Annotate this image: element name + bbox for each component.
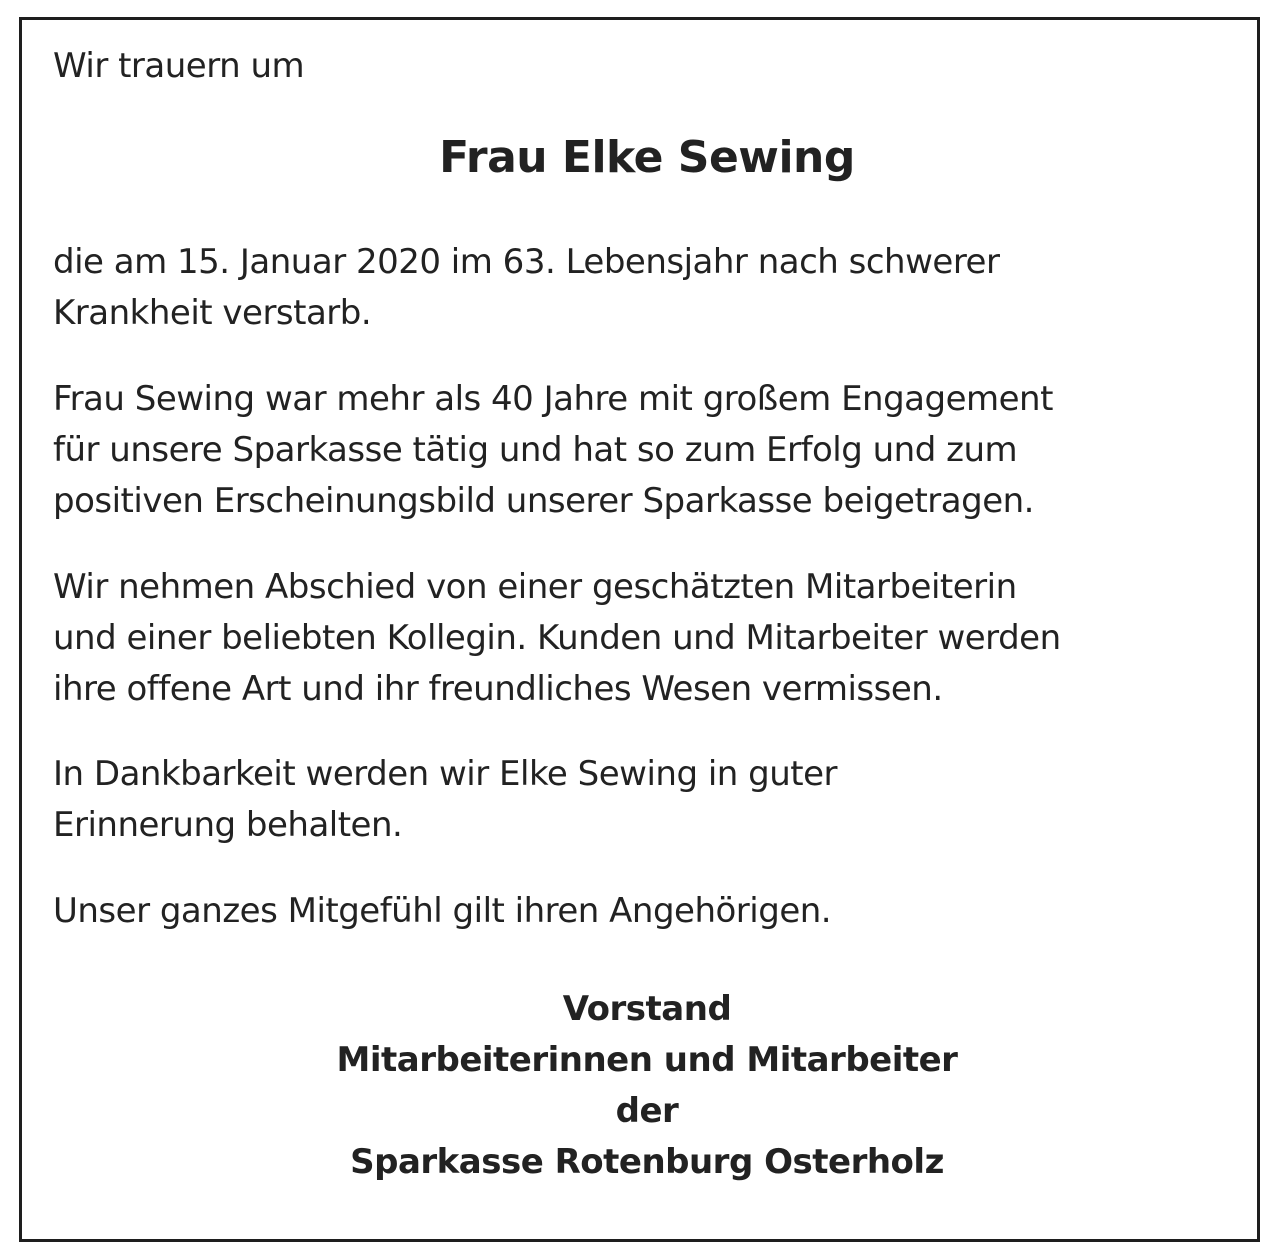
paragraph-line: In Dankbarkeit werden wir Elke Sewing in guter (53, 754, 838, 794)
paragraph-gratitude (53, 749, 1243, 851)
signature-connector: der (615, 1091, 679, 1131)
paragraph-line: positiven Erscheinungsbild unserer Sparkasse beigetragen. (53, 481, 1034, 521)
signature-board: Vorstand (562, 989, 732, 1029)
paragraph-line: Erinnerung behalten. (53, 805, 403, 845)
paragraph-farewell (53, 562, 1243, 715)
paragraph-line: für unsere Sparkasse tätig und hat so zum Erfolg und zum (53, 430, 1018, 470)
intro-text: Wir trauern um (53, 46, 305, 86)
signature-organization: Sparkasse Rotenburg Osterholz (350, 1142, 944, 1182)
signature-staff: Mitarbeiterinnen und Mitarbeiter (336, 1040, 958, 1080)
paragraph-line: Wir nehmen Abschied von einer geschätzten Mitarbeiterin (53, 567, 1017, 607)
paragraph-line: Krankheit verstarb. (53, 293, 372, 333)
paragraph-line: die am 15. Januar 2020 im 63. Lebensjahr nach schwerer (53, 242, 1000, 282)
paragraph-line: und einer beliebten Kollegin. Kunden und Mitarbeiter werden (53, 618, 1061, 658)
signature-block (53, 984, 1241, 1188)
paragraph-death-date (53, 237, 1243, 339)
paragraph-condolence (53, 886, 1243, 937)
paragraph-line: ihre offene Art und ihr freundliches Wesen vermissen. (53, 669, 943, 709)
deceased-name: Frau Elke Sewing (439, 132, 855, 183)
paragraph-line: Unser ganzes Mitgefühl gilt ihren Angehörigen. (53, 891, 832, 931)
paragraph-line: Frau Sewing war mehr als 40 Jahre mit großem Engagement (53, 379, 1053, 419)
paragraph-career (53, 374, 1243, 527)
